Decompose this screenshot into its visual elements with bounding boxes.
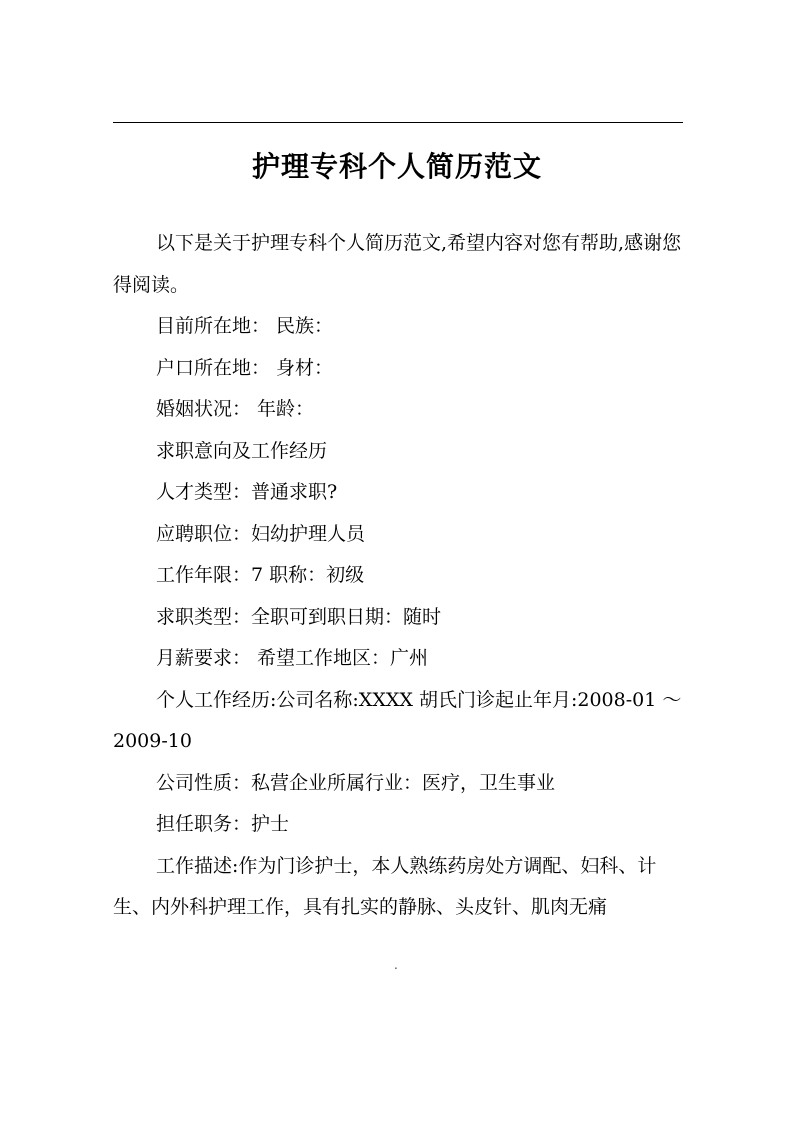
intro-paragraph: 以下是关于护理专科个人简历范文,希望内容对您有帮助,感谢您得阅读。 (113, 232, 682, 296)
footer-mark: . (394, 958, 398, 972)
job-type-line: 求职类型：全职可到职日期：随时 (156, 605, 442, 628)
company-nature-line: 公司性质：私营企业所属行业：医疗，卫生事业 (156, 771, 556, 794)
household-registration-line: 户口所在地： 身材： (156, 356, 334, 379)
marital-status-line: 婚姻状况： 年龄： (156, 398, 315, 420)
header-rule (113, 122, 683, 123)
salary-requirement-line: 月薪要求： 希望工作地区：广州 (156, 647, 429, 669)
applied-position-line: 应聘职位：妇幼护理人员 (156, 522, 366, 545)
work-experience-paragraph: 个人工作经历:公司名称:XXXX 胡氏门诊起止年月:2008-01 ～ 2009-10 (113, 688, 682, 752)
job-intention-heading: 求职意向及工作经历 (156, 439, 328, 462)
document-body (113, 223, 688, 929)
talent-type-line: 人才类型：普通求职? (156, 481, 338, 503)
job-description-paragraph: 工作描述:作为门诊护士，本人熟练药房处方调配、妇科、计生、内外科护理工作，具有扎实的静脉、头皮针、肌肉无痛 (113, 854, 657, 918)
position-held-line: 担任职务：护士 (156, 813, 290, 835)
work-years-line: 工作年限：7 职称：初级 (156, 564, 365, 586)
current-location-line: 目前所在地： 民族： (156, 315, 334, 337)
document-title: 护理专科个人简历范文 (251, 150, 542, 183)
